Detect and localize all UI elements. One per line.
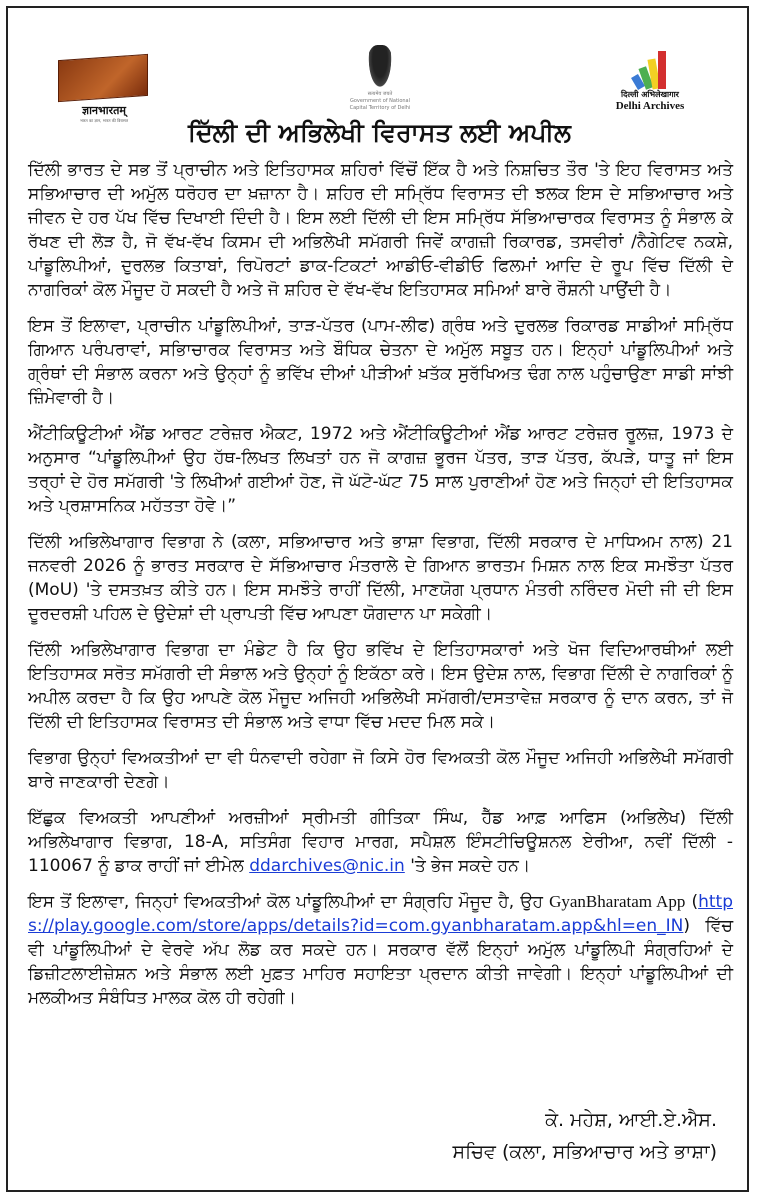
app-name: GyanBharatam App [549,892,686,911]
page-title: ਦਿੱਲੀ ਦੀ ਅਭਿਲੇਖੀ ਵਿਰਾਸਤ ਲਈ ਅਪੀਲ [188,118,571,147]
delhi-archives-logo: दिल्ली अभिलेखागार Delhi Archives [600,49,700,112]
document-body [28,158,733,1022]
email-link[interactable]: ddarchives@nic.in [249,856,405,876]
app-store-link[interactable]: https://play.google.com/store/apps/details?id=com.gyanbharatam.app&hl=en_IN [28,892,733,936]
paragraph-mou: ਦਿੱਲੀ ਅਭਿਲੇਖਾਗਾਰ ਵਿਭਾਗ ਨੇ (ਕਲਾ, ਸਭਿਆਚਾਰ ਅਤੇ ਭਾਸ਼ਾ ਵਿਭਾਗ, ਦਿੱਲੀ ਸਰਕਾਰ ਦੇ ਮਾਧਿਅਮ ਨਾਲ) 21 ਜਨਵਰੀ 2026 ਨੂੰ ਭਾਰਤ ਸਰਕਾਰ ਦੇ ਸੱਭਿਆਚਾਰ ਮੰਤਰਾਲੇ ਦੇ ਗਿਆਨ ਭਾਰਤਮ ਮਿਸ਼ਨ ਨਾਲ ਇਕ ਸਮਝੌਤਾ ਪੱਤਰ (MoU) 'ਤੇ ਦਸਤਖ਼ਤ ਕੀਤੇ ਹਨ। ਇਸ ਸਮਝੌਤੇ ਰਾਹੀਂ ਦਿੱਲੀ, ਮਾਣਯੋਗ ਪ੍ਰਧਾਨ ਮੰਤਰੀ ਨਰਿੰਦਰ ਮੋਦੀ ਜੀ ਦੀ ਇਸ ਦੂਰਦਰਸ਼ੀ ਪਹਿਲ ਦੇ ਉਦੇਸ਼ਾਂ ਦੀ ਪ੍ਰਾਪਤੀ ਵਿੱਚ ਆਪਣਾ ਯੋਗਦਾਨ ਪਾ ਸਕੇਗੀ। [28,532,733,624]
signatory-name: ਕੇ. ਮਹੇਸ਼, ਆਈ.ਏ.ਐਸ. [545,1109,717,1131]
archives-bars-icon [630,49,670,89]
paragraph-thanks: ਵਿਭਾਗ ਉਨ੍ਹਾਂ ਵਿਅਕਤੀਆਂ ਦਾ ਵੀ ਧੰਨਵਾਦੀ ਰਹੇਗਾ ਜੋ ਕਿਸੇ ਹੋਰ ਵਿਅਕਤੀ ਕੋਲ ਮੌਜੂਦ ਅਜਿਹੀ ਅਭਿਲੇਖੀ ਸਮੱਗਰੀ ਬਾਰੇ ਜਾਣਕਾਰੀ ਦੇਣਗੇ। [28,748,733,792]
gyanbharatam-logo: ज्ञानभारतम् भारत का ज्ञान, भारत की विरासत [58,57,150,124]
paragraph-heritage: ਦਿੱਲੀ ਭਾਰਤ ਦੇ ਸਭ ਤੋਂ ਪ੍ਰਾਚੀਨ ਅਤੇ ਇਤਿਹਾਸਕ ਸ਼ਹਿਰਾਂ ਵਿੱਚੋਂ ਇੱਕ ਹੈ ਅਤੇ ਨਿਸ਼ਚਿਤ ਤੌਰ 'ਤੇ ਇਹ ਵਿਰਾਸਤ ਅਤੇ ਸਭਿਆਚਾਰ ਦੀ ਅਮੁੱਲ ਧਰੋਹਰ ਦਾ ਖ਼ਜ਼ਾਨਾ ਹੈ। ਸ਼ਹਿਰ ਦੀ ਸਮ੍ਰਿੱਧ ਵਿਰਾਸਤ ਦੀ ਝਲਕ ਇਸ ਦੇ ਸਭਿਆਚਾਰ ਅਤੇ ਜੀਵਨ ਦੇ ਹਰ ਪੱਖ ਵਿੱਚ ਦਿਖਾਈ ਦਿੰਦੀ ਹੈ। ਇਸ ਲਈ ਦਿੱਲੀ ਦੀ ਇਸ ਸਮ੍ਰਿੱਧ ਸੱਭਿਆਚਾਰਕ ਵਿਰਾਸਤ ਨੂੰ ਸੰਭਾਲ ਕੇ ਰੱਖਣ ਦੀ ਲੋੜ ਹੈ, ਜੋ ਵੱਖ-ਵੱਖ ਕਿਸਮ ਦੀ ਅਭਿਲੇਖੀ ਸਮੱਗਰੀ ਜਿਵੇਂ ਕਾਗਜ਼ੀ ਰਿਕਾਰਡ, ਤਸਵੀਰਾਂ /ਨੈਗੇਟਿਵ ਨਕਸ਼ੇ, ਪਾਂਡੂਲਿਪੀਆਂ, ਦੁਰਲਭ ਕਿਤਾਬਾਂ, ਰਿਪੋਰਟਾਂ ਡਾਕ-ਟਿਕਟਾਂ ਆਡੀਓ-ਵੀਡੀਓ ਫਿਲਮਾਂ ਆਦਿ ਦੇ ਰੂਪ ਵਿੱਚ ਦਿੱਲੀ ਦੇ ਨਾਗਰਿਕਾਂ ਕੋਲ ਮੌਜੂਦ ਹੋ ਸਕਦੀ ਹੈ ਅਤੇ ਜੋ ਸ਼ਹਿਰ ਦੇ ਵੱਖ-ਵੱਖ ਇਤਿਹਾਸਕ ਸਮਿਆਂ ਬਾਰੇ ਰੌਸ਼ਨੀ ਪਾਉਂਦੀ ਹੈ। [28,160,733,300]
paragraph-appeal: ਦਿੱਲੀ ਅਭਿਲੇਖਾਗਾਰ ਵਿਭਾਗ ਦਾ ਮੰਡੇਟ ਹੈ ਕਿ ਉਹ ਭਵਿੱਖ ਦੇ ਇਤਿਹਾਸਕਾਰਾਂ ਅਤੇ ਖੋਜ ਵਿਦਿਆਰਥੀਆਂ ਲਈ ਇਤਿਹਾਸਕ ਸਰੋਤ ਸਮੱਗਰੀ ਦੀ ਸੰਭਾਲ ਅਤੇ ਉਨ੍ਹਾਂ ਨੂੰ ਇਕੱਠਾ ਕਰੇ। ਇਸ ਉਦੇਸ਼ ਨਾਲ, ਵਿਭਾਗ ਦਿੱਲੀ ਦੇ ਨਾਗਰਿਕਾਂ ਨੂੰ ਅਪੀਲ ਕਰਦਾ ਹੈ ਕਿ ਉਹ ਆਪਣੇ ਕੋਲ ਮੌਜੂਦ ਅਜਿਹੀ ਅਭਿਲੇਖੀ ਸਮੱਗਰੀ/ਦਸਤਾਵੇਜ਼ ਸਰਕਾਰ ਨੂੰ ਦਾਨ ਕਰਨ, ਤਾਂ ਜੋ ਦਿੱਲੀ ਦੀ ਇਤਿਹਾਸਕ ਵਿਰਾਸਤ ਦੀ ਸੰਭਾਲ ਅਤੇ ਵਾਧਾ ਵਿੱਚ ਮਦਦ ਮਿਲ ਸਕੇ। [28,640,733,732]
signature-block [452,1104,717,1168]
government-emblem-logo: सत्यमेव जयते Government of National Capital Territory of Delhi [330,45,430,112]
paragraph-act-definition: ਐਂਟੀਕਿਊਟੀਆਂ ਐਂਡ ਆਰਟ ਟਰੇਜ਼ਰ ਐਕਟ, 1972 ਅਤੇ ਐਂਟੀਕਿਊਟੀਆਂ ਐਂਡ ਆਰਟ ਟਰੇਜ਼ਰ ਰੂਲਜ਼, 1973 ਦੇ ਅਨੁਸਾਰ “ਪਾਂਡੂਲਿਪੀਆਂ ਉਹ ਹੱਥ-ਲਿਖਤ ਲਿਖਤਾਂ ਹਨ ਜੋ ਕਾਗਜ਼ ਭੂਰਜ ਪੱਤਰ, ਤਾੜ ਪੱਤਰ, ਕੱਪੜੇ, ਧਾਤੂ ਜਾਂ ਇਸ ਤਰ੍ਹਾਂ ਦੇ ਹੋਰ ਸਮੱਗਰੀ 'ਤੇ ਲਿਖੀਆਂ ਗਈਆਂ ਹੋਣ, ਜੋ ਘੱਟੋ-ਘੱਟ 75 ਸਾਲ ਪੁਰਾਣੀਆਂ ਹੋਣ ਅਤੇ ਜਿਨ੍ਹਾਂ ਦੀ ਇਤਿਹਾਸਕ ਅਤੇ ਪ੍ਰਸ਼ਾਸਨਿਕ ਮਹੱਤਤਾ ਹੋਵੇ।” [28,424,733,516]
logo-bar [0,45,759,123]
signatory-designation: ਸਚਿਵ (ਕਲਾ, ਸਭਿਆਚਾਰ ਅਤੇ ਭਾਸ਼ਾ) [452,1141,717,1163]
paragraph-contact: ਇੱਛੁਕ ਵਿਅਕਤੀ ਆਪਣੀਆਂ ਅਰਜ਼ੀਆਂ ਸ੍ਰੀਮਤੀ ਗੀਤਿਕਾ ਸਿੰਘ, ਹੈੱਡ ਆਫ਼ ਆਫਿਸ (ਅਭਿਲੇਖ) ਦਿੱਲੀ ਅਭਿਲੇਖਾਗਾਰ ਵਿਭਾਗ, 18-A, ਸਤਿਸੰਗ ਵਿਹਾਰ ਮਾਰਗ, ਸਪੈਸ਼ਲ ਇੰਸਟੀਚਿਊਸ਼ਨਲ ਏਰੀਆ, ਨਵੀਂ ਦਿੱਲੀ - 110067 ਨੂੰ ਡਾਕ ਰਾਹੀਂ ਜਾਂ ਈਮੇਲ ddarchives@nic.in 'ਤੇ ਭੇਜ ਸਕਦੇ ਹਨ। [28,808,733,876]
national-emblem-icon [367,45,393,91]
paragraph-manuscripts: ਇਸ ਤੋਂ ਇਲਾਵਾ, ਪ੍ਰਾਚੀਨ ਪਾਂਡੂਲਿਪੀਆਂ, ਤਾੜ-ਪੱਤਰ (ਪਾਮ-ਲੀਫ) ਗ੍ਰੰਥ ਅਤੇ ਦੁਰਲਭ ਰਿਕਾਰਡ ਸਾਡੀਆਂ ਸਮ੍ਰਿੱਧ ਗਿਆਨ ਪਰੰਪਰਾਵਾਂ, ਸਭਿਾਚਾਰਕ ਵਿਰਾਸਤ ਅਤੇ ਬੌਧਿਕ ਚੇਤਨਾ ਦੇ ਅਮੁੱਲ ਸਬੂਤ ਹਨ। ਇਨ੍ਹਾਂ ਪਾਂਡੂਲਿਪੀਆਂ ਅਤੇ ਗ੍ਰੰਥਾਂ ਦੀ ਸੰਭਾਲ ਕਰਨਾ ਅਤੇ ਉਨ੍ਹਾਂ ਨੂੰ ਭਵਿੱਖ ਦੀਆਂ ਪੀੜੀਆਂ ਖ਼ਤੱਕ ਸੁਰੱਖਿਅਤ ਢੰਗ ਨਾਲ ਪਹੁੰਚਾਉਣਾ ਸਾਡੀ ਸਾਂਝੀ ਜ਼ਿੰਮੇਵਾਰੀ ਹੈ। [28,316,733,408]
paragraph-app: ਇਸ ਤੋਂ ਇਲਾਵਾ, ਜਿਨ੍ਹਾਂ ਵਿਅਕਤੀਆਂ ਕੋਲ ਪਾਂਡੂਲਿਪੀਆਂ ਦਾ ਸੰਗ੍ਰਹਿ ਮੌਜੂਦ ਹੈ, ਉਹ GyanBharatam App (https://play.google.com/store/apps/details?id=com.gyanbharatam.app&hl=en_IN) ਵਿੱਚ ਵੀ ਪਾਂਡੂਲਿਪੀਆਂ ਦੇ ਵੇਰਵੇ ਅੱਪ ਲੋਡ ਕਰ ਸਕਦੇ ਹਨ। ਸਰਕਾਰ ਵੱਲੋਂ ਇਨ੍ਹਾਂ ਅਮੁੱਲ ਪਾਂਡੂਲਿਪੀ ਸੰਗ੍ਰਹਿਆਂ ਦੇ ਡਿਜ਼ੀਟਲਾਈਜ਼ੇਸ਼ਨ ਅਤੇ ਸੰਭਾਲ ਲਈ ਮੁਫ਼ਤ ਮਾਹਿਰ ਸਹਾਇਤਾ ਪ੍ਰਦਾਨ ਕੀਤੀ ਜਾਵੇਗੀ। ਇਨ੍ਹਾਂ ਪਾਂਡੂਲਿਪੀਆਂ ਦੀ ਮਲਕੀਅਤ ਸੰਬੰਧਿਤ ਮਾਲਕ ਕੋਲ ਹੀ ਰਹੇਗੀ। [28,892,733,1008]
